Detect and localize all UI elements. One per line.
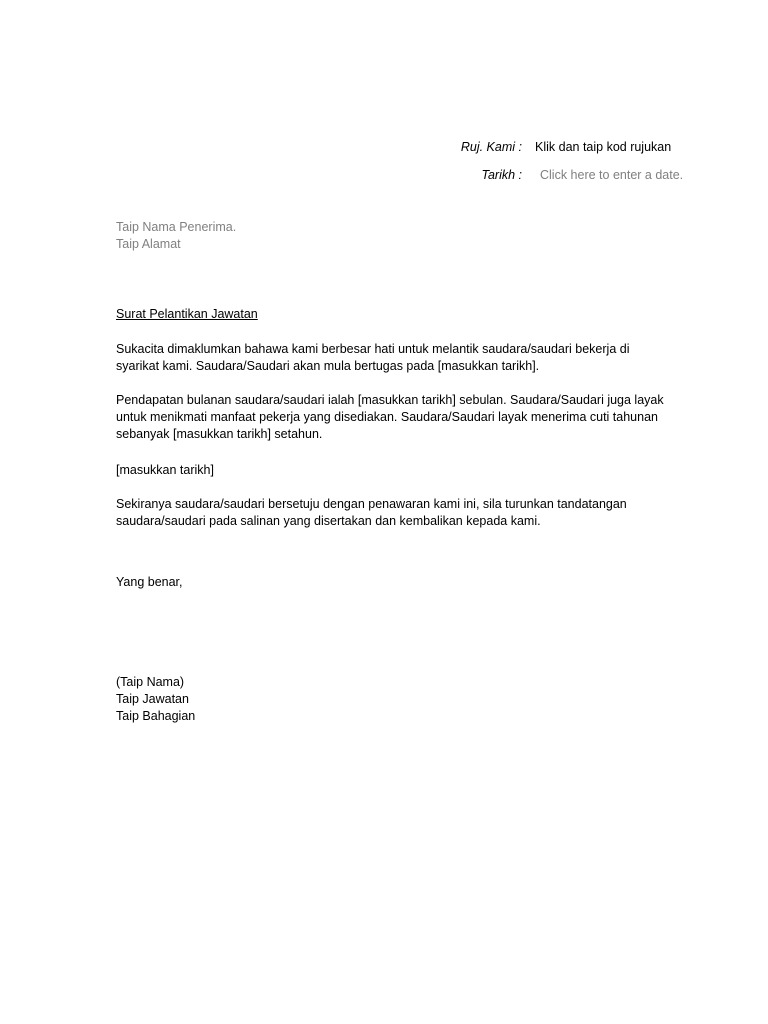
recipient-name-field[interactable]: Taip Nama Penerima. <box>116 220 237 234</box>
paragraph-2-text-c: sebanyak <box>116 427 173 441</box>
signatory-position-field[interactable]: Taip Jawatan <box>116 692 189 706</box>
paragraph-2-text-a: Pendapatan bulanan saudara/saudari ialah <box>116 393 358 407</box>
closing-text: Yang benar, <box>116 575 183 589</box>
paragraph-extra <box>116 462 696 479</box>
subject-block <box>116 306 696 323</box>
salary-placeholder[interactable]: [masukkan tarikh] <box>357 393 456 407</box>
letter-subject: Surat Pelantikan Jawatan <box>116 307 258 321</box>
recipient-block <box>116 219 696 253</box>
paragraph-2-line-1 <box>116 392 696 409</box>
paragraph-1-text: syarikat kami. Saudara/Saudari akan mula bertugas pada <box>116 359 438 373</box>
reference-row <box>0 139 768 157</box>
paragraph-2-line-2: untuk menikmati manfaat pekerja yang disediakan. Saudara/Saudari layak menerima cuti tahunan <box>116 410 658 424</box>
paragraph-1-line-2 <box>116 358 696 375</box>
paragraph-2-text-b: sebulan. Saudara/Saudari juga layak <box>455 393 664 407</box>
paragraph-salary <box>116 392 696 443</box>
paragraph-4-line-1: Sekiranya saudara/saudari bersetuju dengan penawaran kami ini, sila turunkan tandatangan <box>116 497 627 511</box>
paragraph-2-text-d: setahun. <box>270 427 323 441</box>
paragraph-acceptance <box>116 496 696 530</box>
closing-block <box>116 574 696 591</box>
signatory-name-field[interactable]: (Taip Nama) <box>116 675 185 689</box>
leave-days-placeholder[interactable]: [masukkan tarikh] <box>172 427 271 441</box>
paragraph-appointment <box>116 341 696 375</box>
reference-label: Ruj. Kami : <box>460 140 522 154</box>
date-field[interactable]: Click here to enter a date. <box>540 168 684 182</box>
extra-placeholder[interactable]: [masukkan tarikh] <box>116 463 214 477</box>
paragraph-4-line-2: saudara/saudari pada salinan yang disertakan dan kembalikan kepada kami. <box>116 514 541 528</box>
start-date-placeholder[interactable]: [masukkan tarikh]. <box>437 359 540 373</box>
paragraph-1-line-1: Sukacita dimaklumkan bahawa kami berbesar hati untuk melantik saudara/saudari bekerja di <box>116 342 630 356</box>
reference-field[interactable]: Klik dan taip kod rujukan <box>535 140 672 154</box>
date-row <box>0 167 768 185</box>
paragraph-2-line-3 <box>116 426 696 443</box>
signature-block <box>116 674 696 725</box>
recipient-address-field[interactable]: Taip Alamat <box>116 237 181 251</box>
signatory-department-field[interactable]: Taip Bahagian <box>116 709 196 723</box>
date-label: Tarikh : <box>481 168 522 182</box>
